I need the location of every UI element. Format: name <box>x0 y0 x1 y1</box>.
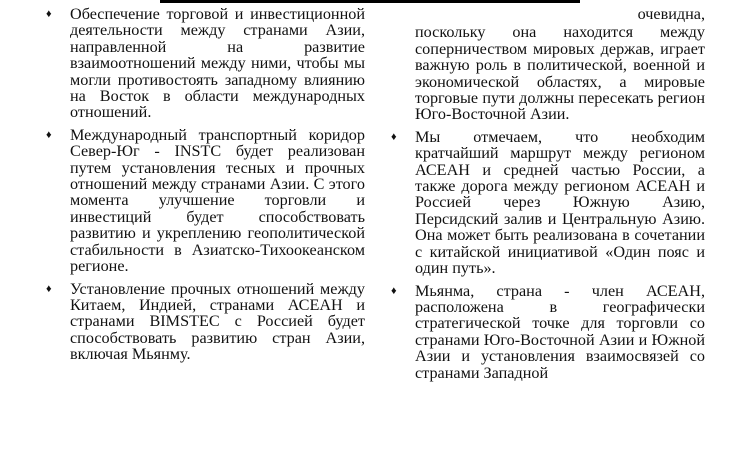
paragraph-text: Международный транспортный коридор Север-Юг - INSTC будет реализован путем установления тесных и прочных отношений между странами Азии. С этого момента улучшение торговли и инвестиций будет способствовать развитию и укреплению геополитической стабильности в Азиатско-Тихоокеанском регионе. <box>70 125 365 276</box>
paragraph-text: Обеспечение торговой и инвестиционной деятельности между странами Азии, направленной на развитие взаимоотношений между ними, чтобы мы могли противостоять западному влиянию на Восток в области международных отношений. <box>70 5 365 122</box>
paragraph-text: Мьянма, страна - член АСЕАН, расположена в географически стратегической точке для торговли со странами Юго-Восточной Азии и Южной Азии и установления взаимосвязей со странами Западной <box>415 281 705 382</box>
diamond-bullet-icon: ♦ <box>391 130 397 143</box>
left-column <box>40 6 365 369</box>
list-item <box>40 6 365 121</box>
diamond-bullet-icon: ♦ <box>391 284 397 297</box>
top-rule <box>160 0 580 3</box>
diamond-bullet-icon: ♦ <box>46 128 52 141</box>
paragraph-text: поскольку она находится между соперничеством мировых держав, играет важную роль в политической, военной и экономической областях, а мировые торговые пути должны пересекать регион Юго-Восточной Азии. <box>415 23 705 124</box>
list-item <box>40 127 365 275</box>
list-item <box>385 129 705 277</box>
carry-over-text: очевидна, <box>637 5 705 23</box>
diamond-bullet-icon: ♦ <box>46 282 52 295</box>
paragraph-text: Мы отмечаем, что необходим кратчайший маршрут между регионом АСЕАН и средней частью России, а также дорога между регионом АСЕАН и Россией через Южную Азию, Персидский залив и Центральную Азию. Она может быть реализована в сочетании с китайской инициативой «Один пояс и один путь». <box>415 127 705 278</box>
continuation-item <box>385 24 705 122</box>
list-item <box>385 283 705 381</box>
right-column <box>385 6 705 387</box>
list-item <box>40 281 365 363</box>
paragraph-text: Установление прочных отношений между Китаем, Индией, странами АСЕАН и странами BIMSTEC с Россией будет способствовать развитию стран Азии, включая Мьянму. <box>70 279 365 364</box>
diamond-bullet-icon: ♦ <box>46 8 52 20</box>
